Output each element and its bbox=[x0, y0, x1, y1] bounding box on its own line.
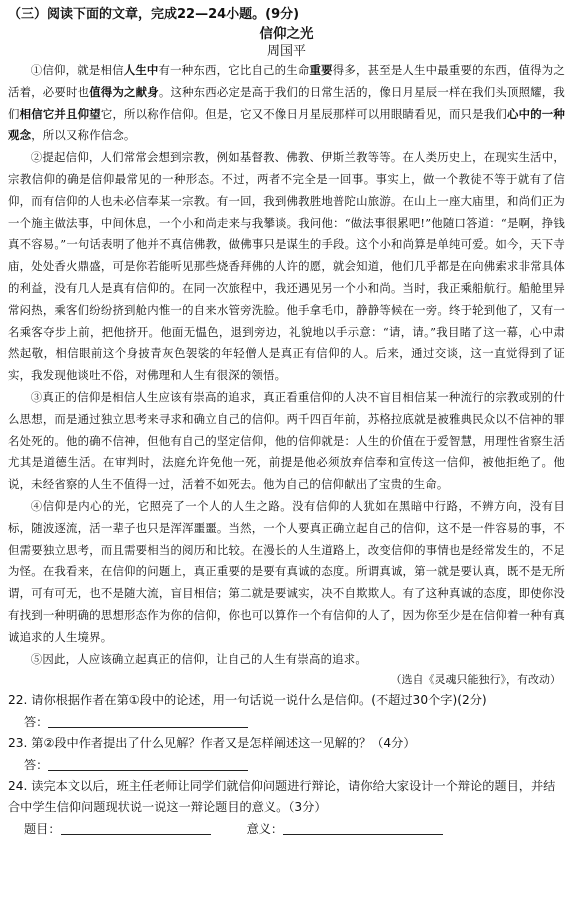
paragraph-2: ②提起信仰，人们常常会想到宗教，例如基督教、佛教、伊斯兰教等等。在人类历史上，在现实生活中，宗教信仰的确是信仰最常见的一种形态。不过，两者不完全是一回事。事实上，做一个教徒不等于就有了信仰，而有信仰的人也未必信奉某一宗教。有一回，我到佛教胜地普陀山旅游。在山上一座大庙里，和尚们正为一个施主做法事，中间休息，一个小和尚走来与我攀谈。我问他：“做法事很累吧!”他随口答道：“是啊，挣钱真不容易。”一句话表明了他并不真信佛教，做佛事只是谋生的手段。这个小和尚算是单纯可爱。如今，天下寺庙，处处香火鼎盛，可是你若能听见那些烧香拜佛的人许的愿，就会知道，他们几乎都是在向佛索求非常具体的利益，没有几人是真有信仰的。在同一次旅程中，我还遇见另一个小和尚。当时，我正乘船航行。船舱里异常闷热，乘客们纷纷挤到舱内惟一的自来水管旁洗脸。他手拿毛巾，静静等候在一旁。终于轮到他了，又有一名乘客夺步上前，把他挤开。他面无愠色，退到旁边，礼貌地以手示意：“请，请。”我目睹了这一幕，心中肃然起敬，相信眼前这个身披青灰色袈裟的年轻僧人是真正有信仰的人。后来，通过交谈，这一直觉得到了证实，我发现他谈吐不俗，对佛理和人生有很深的领悟。 bbox=[8, 150, 565, 383]
article-author: 周国平 bbox=[266, 44, 306, 59]
question-22: 22. 请你根据作者在第①段中的论述，用一句话说一说什么是信仰。(不超过30个字)(2分) bbox=[8, 693, 487, 708]
paragraph-text: ①信仰，就是相信 bbox=[30, 63, 124, 77]
topic-label: 题目： bbox=[24, 822, 61, 837]
answer-label: 答： bbox=[24, 715, 49, 730]
answer-label: 答： bbox=[24, 758, 49, 773]
paragraph-text: 它，所以称作信仰。但是，它又不像日月星辰那样可以用眼睛看见，而只是我们 bbox=[100, 106, 507, 121]
paragraph-5: ⑤因此，人应该确立起真正的信仰，让自己的人生有崇高的追求。 bbox=[30, 651, 367, 666]
paragraph-text: 。这种东西必定是高于我们的日常生活的，像日月星辰一样在我们头顶照耀，我们 bbox=[8, 84, 565, 121]
article-title: 信仰之光 bbox=[259, 26, 314, 42]
paragraph-1 bbox=[8, 60, 565, 147]
emphasis-text: 值得为之献身 bbox=[89, 84, 159, 99]
emphasis-text: 重要 bbox=[309, 63, 333, 77]
emphasis-text: 人生中 bbox=[123, 63, 159, 77]
paragraph-4: ④信仰是内心的光，它照亮了一个人的人生之路。没有信仰的人犹如在黑暗中行路，不辨方向，没有目标，随波逐流，活一辈子也只是浑浑噩噩。当然，一个人要真正确立起自己的信仰，这不是一件容易的事，不但需要独立思考，而且需要相当的阅历和比较。在漫长的人生道路上，改变信仰的事情也是经常发生的，不足为怪。在我看来，在信仰的问题上，真正重要的是要有真诚的态度。所谓真诚，第一就是要认真，既不是无所谓，可有可无，也不是随大流，盲目相信；第二就是要诚实，决不自欺欺人。有了这种真诚的态度，即使你没有找到一种明确的思想形态作为你的信仰，你也可以算作一个有信仰的人了，因为你至少是在信仰着一种有真诚追求的人生境界。 bbox=[8, 498, 565, 644]
answer-23-blank[interactable] bbox=[48, 756, 248, 771]
emphasis-text: 心中的一种观念 bbox=[8, 106, 565, 143]
paragraph-text: 有一种东西，它比自己的生命 bbox=[158, 63, 310, 77]
answer-22-blank[interactable] bbox=[48, 713, 248, 728]
answer-23 bbox=[8, 754, 565, 776]
paragraph-3: ③真正的信仰是相信人生应该有崇高的追求，真正看重信仰的人决不盲目相信某一种流行的宗教或别的什么思想，而是通过独立思考来寻求和确立自己的信仰。两千四百年前，苏格拉底就是被雅典民众以不信神的罪名处死的。他的确不信神，但他有自己的坚定信仰，他的信仰就是：人生的价值在于爱智慧，用理性省察生活尤其是道德生活。在审判时，法庭允许免他一死，前提是他必须放弃信奉和宣传这一信仰，被他拒绝了。他说，未经省察的人生不值得一过，活着不如死去。他为自己的信仰献出了宝贵的生命。 bbox=[8, 389, 565, 492]
topic-blank[interactable] bbox=[61, 820, 211, 835]
meaning-blank[interactable] bbox=[283, 820, 443, 835]
emphasis-text: 相信它并且仰望 bbox=[19, 106, 101, 121]
question-24: 24. 读完本文以后，班主任老师让同学们就信仰问题进行辩论，请你给大家设计一个辩论的题目，并结合中学生信仰问题现状说一说这一辩论题目的意义。（3分） bbox=[8, 779, 556, 815]
article-source: （选自《灵魂只能独行》，有改动） bbox=[390, 673, 561, 687]
question-23: 23. 第②段中作者提出了什么见解？作者又是怎样阐述这一见解的？（4分） bbox=[8, 736, 416, 751]
meaning-label: 意义： bbox=[246, 822, 284, 837]
answer-22 bbox=[8, 711, 565, 733]
paragraph-text: ，所以又称作信念。 bbox=[31, 128, 136, 143]
answer-24 bbox=[8, 818, 565, 840]
paragraph-text: 得多，甚至是人生中最重要的东西，值得为之活着，必要时也 bbox=[8, 63, 565, 99]
section-heading: （三）阅读下面的文章，完成22—24小题。(9分) bbox=[8, 7, 300, 22]
